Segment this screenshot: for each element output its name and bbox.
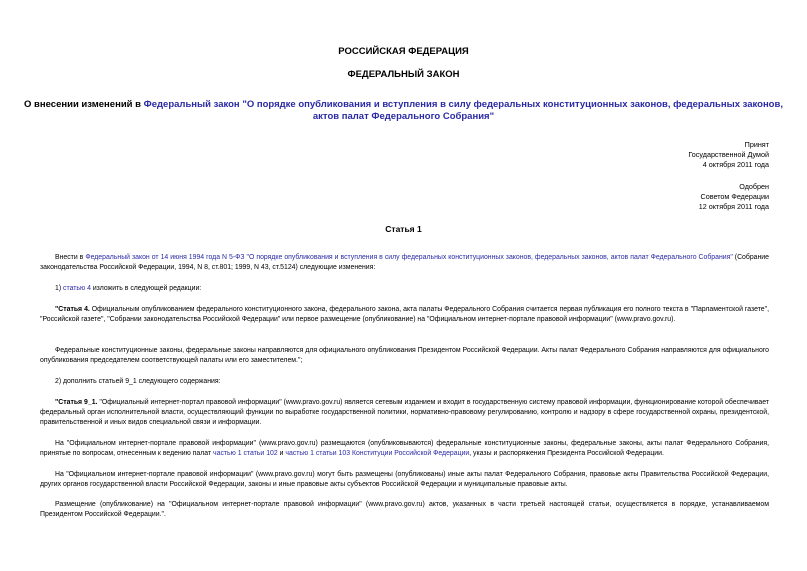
placement-paragraph: Размещение (опубликование) на "Официальном интернет-портале правовой информации" (www.pravo.gov.ru) актов, указанных в части третьей настоящей статьи, осуществляется в порядке, устанавливаемом Президентом Российской Федерации.".	[40, 501, 769, 519]
accepted-block	[688, 140, 769, 170]
accepted-label: Принят	[744, 140, 769, 149]
constitution-103-link[interactable]: частью 1 статьи 103 Конституции Российской Федерации	[285, 450, 470, 458]
approved-block	[699, 182, 769, 212]
accepted-body: Государственной Думой	[688, 150, 769, 159]
title-law-link[interactable]: Федеральный закон "О порядке опубликования и вступления в силу федеральных конституционных законов, федеральных законов,	[143, 99, 783, 110]
article-4-link[interactable]: статью 4	[63, 285, 91, 292]
law-type-heading: ФЕДЕРАЛЬНЫЙ ЗАКОН	[347, 69, 460, 80]
article-1-heading: Статья 1	[385, 224, 422, 234]
federation-heading: РОССИЙСКАЯ ФЕДЕРАЦИЯ	[338, 46, 469, 57]
approved-date: 12 октября 2011 года	[698, 202, 769, 211]
approved-label: Одобрен	[739, 182, 769, 191]
law-5fz-link[interactable]: Федеральный закон от 14 июня 1994 года N 5-ФЗ "О порядке опубликования и вступления в силу федеральных конституционных законов, федеральных законов, актов палат Федерального Собрания"	[85, 254, 733, 261]
article-9-1-label: "Статья 9_1.	[55, 399, 98, 406]
title-prefix: О внесении изменений в	[24, 99, 144, 110]
article-9-1-paragraph	[40, 398, 769, 429]
constitution-102-link[interactable]: частью 1 статьи 102	[213, 450, 278, 458]
item-2-paragraph: 2) дополнить статьей 9_1 следующего содержания:	[55, 378, 221, 385]
laws-paragraph: Федеральные конституционные законы, федеральные законы направляются для официального опубликования Президентом Российской Федерации. Акты палат Федерального Собрания направляются для официального опубликования председателем соответствующей палаты или его заместителем.";	[40, 347, 769, 365]
portal-paragraph	[40, 439, 769, 459]
article-4-text: Официальным опубликованием федерального конституционного закона, федерального закона, акта палаты Федерального Собрания считается первая публикация его полного текста в "Парламентской газете", "Российской газете", "Собрании законодательства Российской Федерации" или первое размещение (опубликование) на "Официальном интернет-портале правовой информации" (www.pravo.gov.ru).	[40, 306, 769, 324]
item-1-text: изложить в следующей редакции:	[90, 285, 202, 292]
portal-text-1: На "Официальном интернет-портале правовой информации" (www.pravo.gov.ru) размещаются (опубликовываются) федеральные конституционные законы, федеральные законы, акты палат Федерального Собрания, принятые по вопросам, отнесенным к ведению палат	[40, 440, 769, 458]
portal-text-2: и	[277, 450, 286, 458]
other-acts-paragraph: На "Официальном интернет-портале правовой информации" (www.pravo.gov.ru) могут быть размещены (опубликованы) иные акты палат Федерального Собрания, правовые акты Правительства Российской Федерации, других органов государственной власти Российской Федерации, законы и иные правовые акты субъектов Российской Федерации и муниципальные правовые акты.	[40, 471, 769, 489]
law-title	[0, 99, 807, 123]
intro-text-start: Внести в	[55, 254, 86, 261]
accepted-date: 4 октября 2011 года	[702, 160, 769, 169]
item-1-number: 1)	[55, 285, 64, 292]
intro-text-end: (Собрание законодательства Российской Федерации, 1994, N 8, ст.801; 1999, N 43, ст.5124) следующие изменения:	[40, 254, 769, 272]
article-4-paragraph	[40, 305, 769, 325]
portal-text-3: , указы и распоряжения Президента Российской Федерации.	[469, 450, 664, 458]
intro-paragraph	[40, 253, 769, 273]
title-law-link-line2[interactable]: актов палат Федерального Собрания"	[312, 111, 495, 122]
article-4-label: "Статья 4.	[55, 306, 90, 313]
article-9-1-text: "Официальный интернет-портал правовой информации" (www.pravo.gov.ru) является сетевым изданием и входит в государственную систему правовой информации, функционирование которой обеспечивает федеральный орган исполнительной власти, осуществляющий функции по выработке государственной политики, нормативно-правовому регулированию, контролю и надзору в сфере государственной охраны, президентской, правительственной и иных видов специальной связи и информации.	[40, 399, 769, 427]
approved-body: Советом Федерации	[700, 192, 769, 201]
item-1-paragraph	[40, 284, 769, 294]
